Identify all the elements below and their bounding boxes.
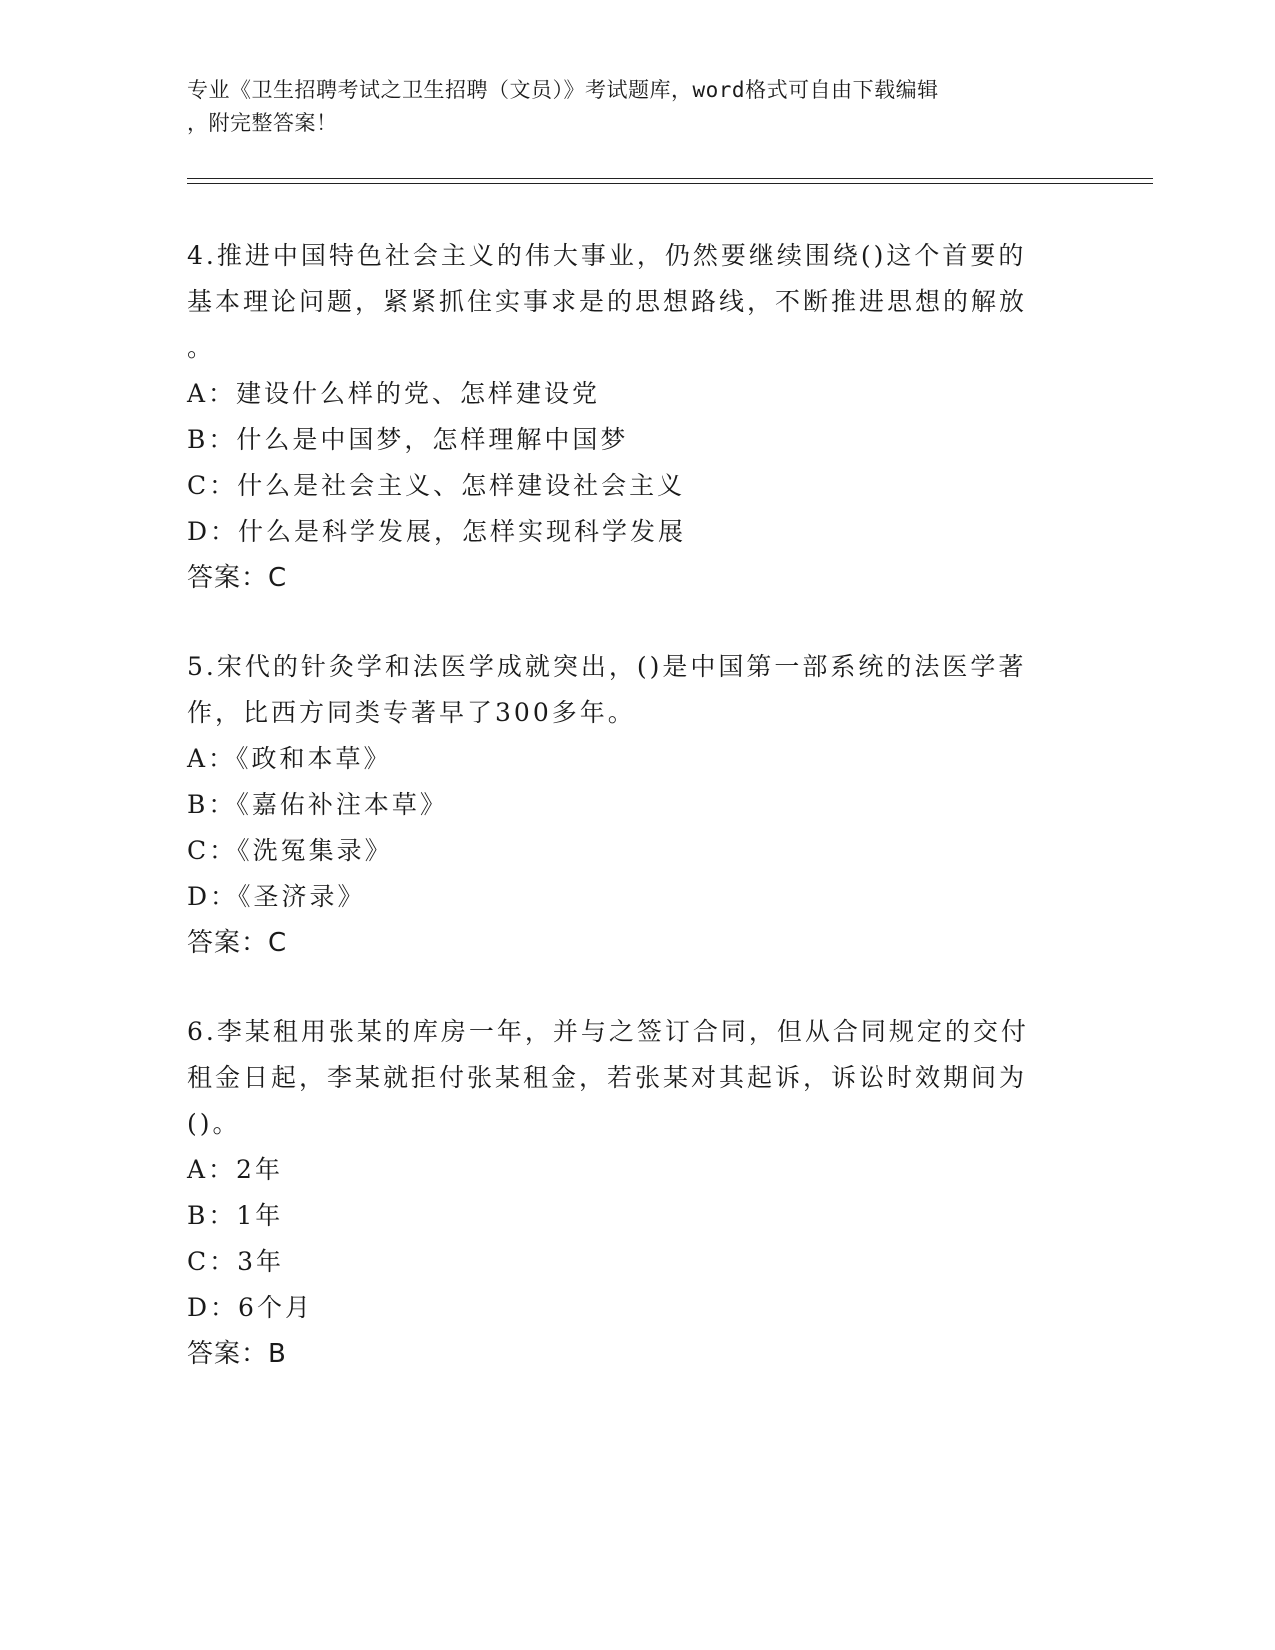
option-c: C：3年 [187,1247,285,1276]
question-text-line: 租金日起，李某就拒付张某租金，若张某对其起诉，诉讼时效期间为 [187,1063,1028,1092]
option-c: C：什么是社会主义、怎样建设社会主义 [187,471,686,500]
question-text-line: 作，比西方同类专著早了300多年。 [187,698,636,727]
option-d: D：《圣济录》 [187,882,366,911]
option-a: A：建设什么样的党、怎样建设党 [187,379,601,408]
question-text-line: 5.宋代的针灸学和法医学成就突出，()是中国第一部系统的法医学著 [187,652,1027,681]
option-c: C：《洗冤集录》 [187,836,393,865]
answer-label: 答案：B [187,1339,287,1369]
option-a: A：2年 [187,1155,283,1184]
answer-label: 答案：C [187,563,288,593]
answer-label: 答案：C [187,928,288,958]
header-divider-top [187,178,1153,179]
option-d: D：6个月 [187,1293,313,1322]
question-text-line: 。 [187,333,216,362]
option-b: B：什么是中国梦，怎样理解中国梦 [187,425,629,454]
header-line-2: ，附完整答案！ [187,111,338,135]
question-text-line: 4.推进中国特色社会主义的伟大事业，仍然要继续围绕()这个首要的 [187,241,1027,270]
option-b: B：1年 [187,1201,284,1230]
question-text-line: 6.李某租用张某的库房一年，并与之签订合同，但从合同规定的交付 [187,1017,1029,1046]
header-divider-bottom [187,183,1153,184]
question-text-line: 基本理论问题，紧紧抓住实事求是的思想路线，不断推进思想的解放 [187,287,1028,316]
question-6 [187,1009,1067,1377]
header-line-1: 专业《卫生招聘考试之卫生招聘（文员）》考试题库，word格式可自由下载编辑 [187,78,939,102]
question-text-line: ()。 [187,1109,241,1138]
question-5 [187,644,1067,966]
option-d: D：什么是科学发展，怎样实现科学发展 [187,517,687,546]
option-b: B：《嘉佑补注本草》 [187,790,448,819]
question-4 [187,233,1067,601]
document-header [187,74,1067,140]
option-a: A：《政和本草》 [187,744,392,773]
